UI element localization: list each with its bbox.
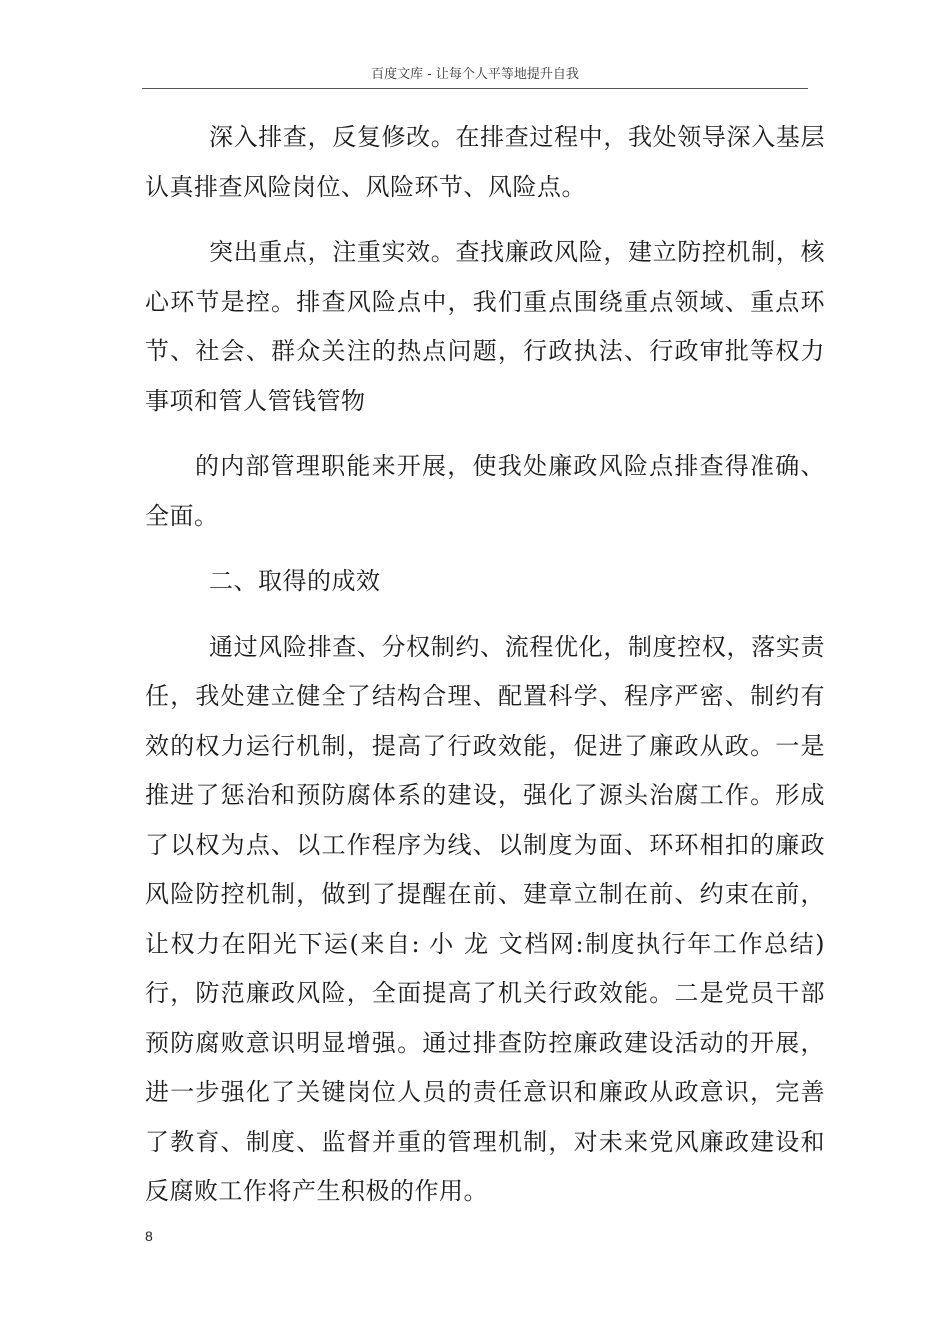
paragraph-results: 通过风险排查、分权制约、流程优化，制度控权，落实责任，我处建立健全了结构合理、配置科学、程序严密、制约有效的权力运行机制，提高了行政效能，促进了廉政从政。一是推进了惩治和预防腐体系的建设，强化了源头治腐工作。形成了以权为点、以工作程序为线、以制度为面、环环相扣的廉政风险防控机制，做到了提醒在前、建章立制在前、约束在前，让权力在阳光下运(来自: 小 龙 文档网:制度执行年工作总结)行，防范廉政风险，全面提高了机关行政效能。二是党员干部预防腐败意识明显增强。通过排查防控廉政建设活动的开展，进一步强化了关键岗位人员的责任意识和廉政从政意识，完善了教育、制度、监督并重的管理机制，对未来党风廉政建设和反腐败工作将产生积极的作用。 xyxy=(145,632,825,1205)
document-body xyxy=(145,113,825,1217)
page-header: 百度文库 - 让每个人平等地提升自我 xyxy=(142,66,808,89)
page-number: 8 xyxy=(145,1228,153,1244)
paragraph-continuation: 的内部管理职能来开展，使我处廉政风险点排查得准确、全面。 xyxy=(145,452,825,530)
section-heading-results: 二、取得的成效 xyxy=(209,567,381,595)
paragraph-investigation: 深入排查，反复修改。在排查过程中，我处领导深入基层认真排查风险岗位、风险环节、风险点。 xyxy=(145,123,825,201)
paragraph-focus: 突出重点，注重实效。查找廉政风险，建立防控机制，核心环节是控。排查风险点中，我们重点围绕重点领域、重点环节、社会、群众关注的热点问题，行政执法、行政审批等权力事项和管人管钱管物 xyxy=(145,238,825,415)
